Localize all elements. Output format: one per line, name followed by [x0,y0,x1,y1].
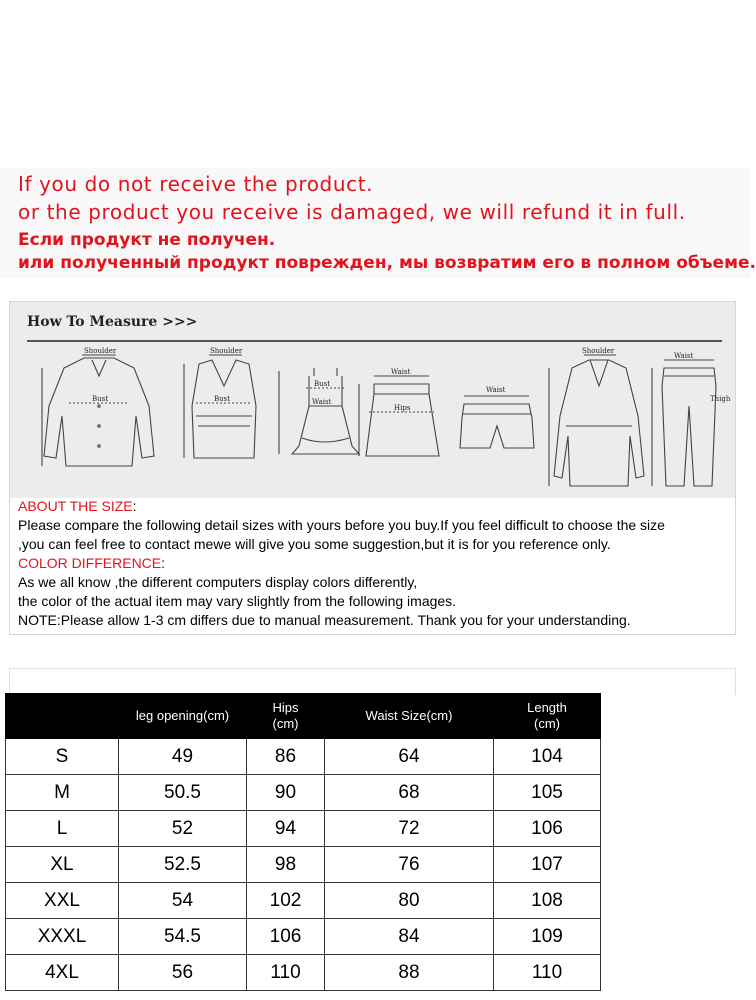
waist-cell: 84 [325,919,494,955]
blouse-sketch-icon [42,355,154,466]
size-chart-table [5,693,601,991]
hips-label: Hips [394,404,411,412]
size-cell: M [6,775,119,811]
size-cell: L [6,811,119,847]
length-cell: 106 [494,811,601,847]
hips-cell: 102 [247,883,325,919]
size-cell: 4XL [6,955,119,991]
table-frame [9,668,736,695]
notice-line-2: or the product you receive is damaged, we will refund it in full. [18,200,686,224]
table-row [6,775,601,811]
table-header-row [6,694,601,739]
garment-sketches [24,346,731,496]
length-cell: 105 [494,775,601,811]
notice-line-4: или полученный продукт поврежден, мы возвратим его в полном объеме. [18,253,756,273]
size-info-text [18,497,730,630]
measure-illustration-band [10,302,735,498]
about-size-heading: ABOUT THE SIZE: [18,498,137,514]
thigh-label: Thigh [710,395,731,403]
header-length: Length (cm) [494,694,601,739]
leg-opening-cell: 56 [119,955,247,991]
about-size-line-2: ,you can feel free to contact mewe will give you some suggestion,but it is for you reference only. [18,536,611,552]
waist-label-1: Waist [312,398,332,406]
notice-line-3: Если продукт не получен. [18,230,276,250]
bust-label-3: Bust [314,380,331,388]
table-row [6,919,601,955]
bust-label-1: Bust [92,395,109,403]
hips-cell: 98 [247,847,325,883]
table-row [6,739,601,775]
leg-opening-cell: 50.5 [119,775,247,811]
garment-illustrations [24,346,731,496]
table-row [6,811,601,847]
measure-divider [27,340,722,342]
waist-label-4: Waist [674,352,694,360]
leg-opening-cell: 54 [119,883,247,919]
waist-cell: 80 [325,883,494,919]
header-leg-opening: leg opening(cm) [119,694,247,739]
shoulder-label-2: Shoulder [210,347,243,355]
table-row [6,847,601,883]
waist-cell: 72 [325,811,494,847]
measurement-note: NOTE:Please allow 1-3 cm differs due to manual measurement. Thank you for your understanding. [18,612,631,628]
leg-opening-cell: 54.5 [119,919,247,955]
hips-cell: 90 [247,775,325,811]
about-size-line-1: Please compare the following detail sizes with yours before you buy.If you feel difficult to choose the size [18,517,665,533]
table-row [6,955,601,991]
length-cell: 104 [494,739,601,775]
waist-label-2: Waist [391,368,411,376]
refund-notice [0,168,756,278]
coat-sketch-icon [549,355,644,486]
leg-opening-cell: 49 [119,739,247,775]
color-difference-heading: COLOR DIFFERENCE: [18,555,166,571]
leg-opening-cell: 52 [119,811,247,847]
hips-cell: 110 [247,955,325,991]
header-hips: Hips (cm) [247,694,325,739]
color-line-1: As we all know ,the different computers display colors differently, [18,574,418,590]
tank-top-sketch-icon [184,355,256,458]
waist-cell: 68 [325,775,494,811]
length-cell: 110 [494,955,601,991]
hips-cell: 86 [247,739,325,775]
trousers-sketch-icon [652,360,716,486]
waist-cell: 76 [325,847,494,883]
table-row [6,883,601,919]
length-cell: 107 [494,847,601,883]
skirt-sketch-icon [359,376,439,456]
size-cell: S [6,739,119,775]
shorts-sketch-icon [460,396,534,448]
shoulder-label-3: Shoulder [582,347,615,355]
waist-cell: 64 [325,739,494,775]
hips-cell: 94 [247,811,325,847]
hips-cell: 106 [247,919,325,955]
size-cell: XL [6,847,119,883]
color-line-2: the color of the actual item may vary slightly from the following images. [18,593,457,609]
size-cell: XXXL [6,919,119,955]
measure-title: How To Measure >>> [27,314,198,330]
notice-line-1: If you do not receive the product. [18,172,374,196]
length-cell: 109 [494,919,601,955]
shoulder-label-1: Shoulder [84,347,117,355]
size-cell: XXL [6,883,119,919]
bust-label-2: Bust [214,395,231,403]
waist-label-3: Waist [486,386,506,394]
leg-opening-cell: 52.5 [119,847,247,883]
waist-cell: 88 [325,955,494,991]
length-cell: 108 [494,883,601,919]
header-size [6,694,119,739]
header-waist: Waist Size(cm) [325,694,494,739]
